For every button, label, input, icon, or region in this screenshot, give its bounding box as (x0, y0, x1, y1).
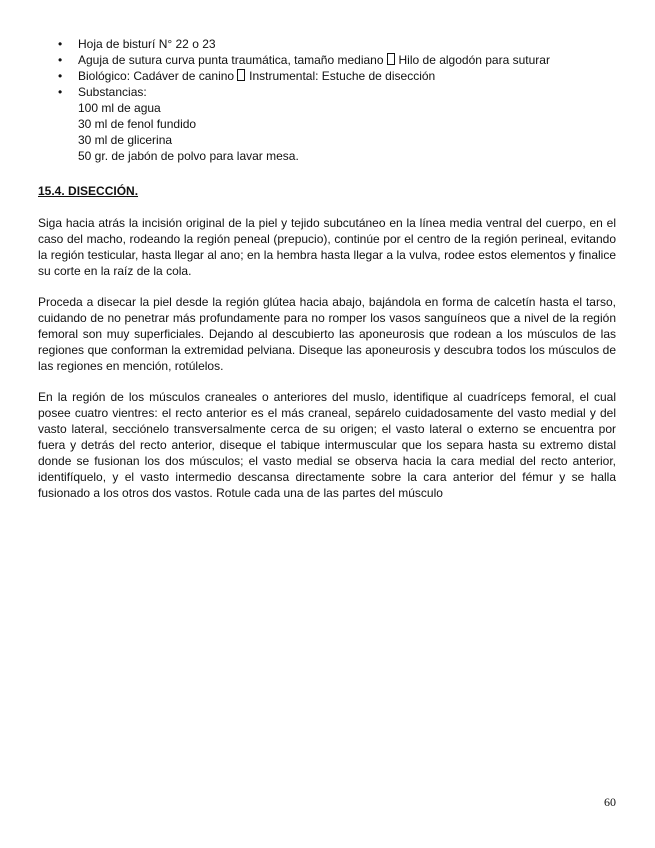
list-item (58, 36, 618, 52)
substance-item: 30 ml de glicerina (78, 133, 173, 147)
missing-glyph-icon (237, 69, 245, 81)
list-item (58, 84, 618, 164)
bullet-icon: • (58, 69, 63, 83)
substances-list (78, 100, 618, 164)
page-number: 60 (604, 795, 616, 809)
bullet-icon: • (58, 37, 63, 51)
list-item-text: Instrumental: Estuche de disección (249, 69, 436, 83)
substance-item: 100 ml de agua (78, 101, 161, 115)
list-item-text: Hoja de bisturí N° 22 o 23 (78, 37, 216, 51)
missing-glyph-icon (387, 53, 395, 65)
substances-label: Substancias: (78, 85, 147, 99)
list-item-text: Biológico: Cadáver de canino (78, 69, 235, 83)
bullet-icon: • (58, 53, 63, 67)
bullet-icon: • (58, 85, 63, 99)
section-heading: 15.4. DISECCIÓN. (38, 184, 139, 198)
list-item-text: Hilo de algodón para suturar (398, 53, 550, 67)
list-item (58, 68, 618, 84)
substance-item: 50 gr. de jabón de polvo para lavar mesa. (78, 149, 299, 163)
list-item (58, 52, 618, 68)
paragraph: En la región de los músculos craneales o anteriores del muslo, identifique al cuadríceps femoral, el cual posee cuatro vientres: el recto anterior es el más craneal, sepárelo cuidadosamente del vasto medial y del vasto lateral, secciónelo transversalmente cerca de su origen; el vasto lateral o externo se encuentra por fuera y detrás del recto anterior, diseque el tabique intermuscular que los separa hasta su extremo distal donde se fusionan los dos músculos; el vasto medial se observa hacia la cara medial del recto anterior, identifíquelo, y el vasto intermedio descansa directamente sobre la cara anterior del fémur y se halla fusionado a los otros dos vastos. Rotule cada una de las partes del músculo (38, 390, 616, 500)
materials-list (58, 36, 618, 164)
list-item-text: Aguja de sutura curva punta traumática, tamaño mediano (78, 53, 384, 67)
substance-item: 30 ml de fenol fundido (78, 117, 197, 131)
paragraph: Proceda a disecar la piel desde la región glútea hacia abajo, bajándola en forma de calcetín hasta el tarso, cuidando de no penetrar más profundamente para no romper los vasos sanguíneos que a nivel de la región femoral son muy superficiales. Dejando al descubierto las aponeurosis que rodean a los músculos de las regiones que conforman la extremidad pelviana. Diseque las aponeurosis y descubra todos los músculos de las regiones en mención, rotúlelos. (38, 295, 616, 373)
paragraph: Siga hacia atrás la incisión original de la piel y tejido subcutáneo en la línea media ventral del cuerpo, en el caso del macho, rodeando la región peneal (prepucio), continúe por el centro de la región perineal, evitando la región testicular, hasta llegar al ano; en la hembra hasta llegar a la vulva, rodee estos elementos y finalice su corte en la raíz de la cola. (38, 216, 616, 278)
